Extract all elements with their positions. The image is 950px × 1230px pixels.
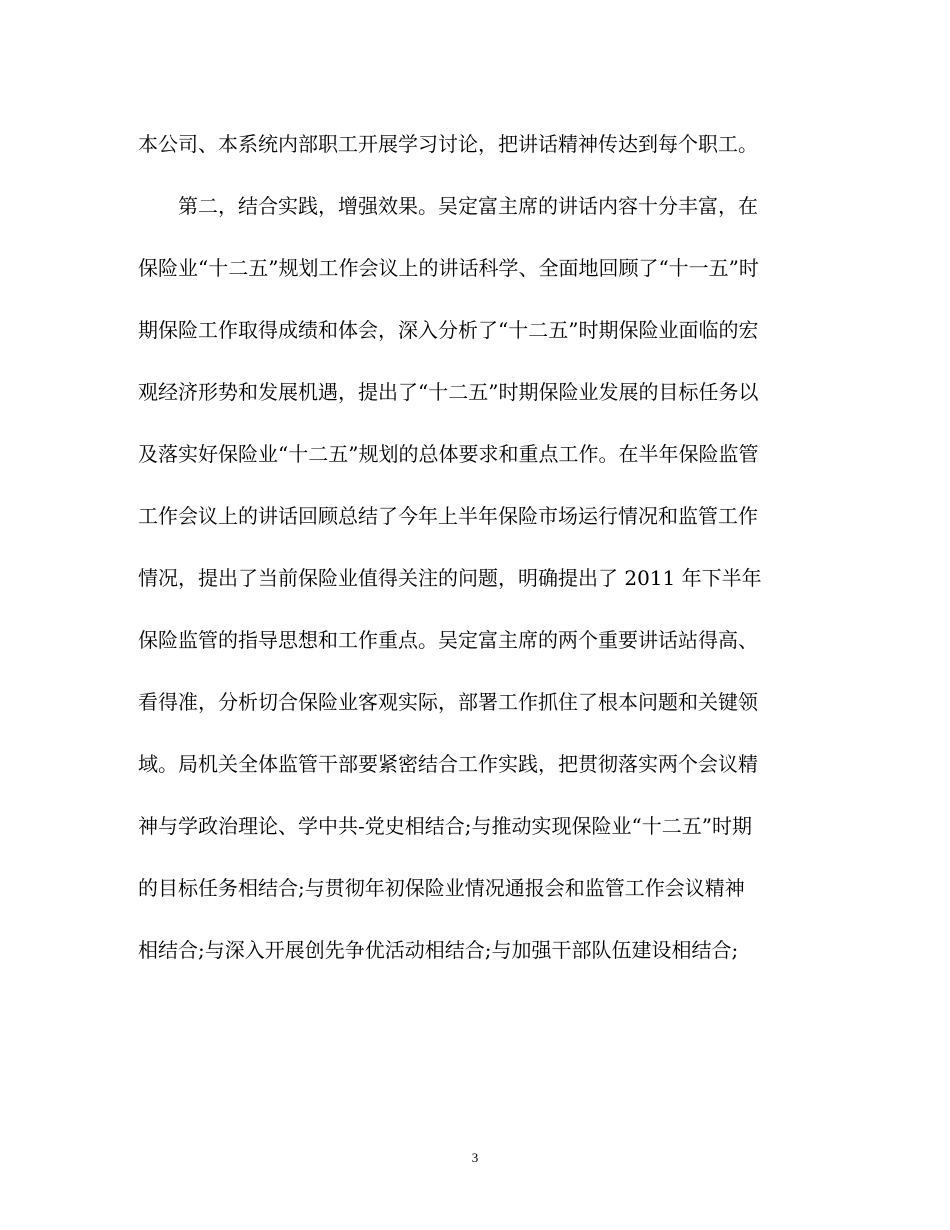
text-line: 第二，结合实践，增强效果。吴定富主席的讲话内容十分丰富，在 bbox=[178, 194, 758, 218]
body-text bbox=[138, 122, 818, 990]
text-line: 保险监管的指导思想和工作重点。吴定富主席的两个重要讲话站得高、 bbox=[138, 628, 758, 652]
page-number: 3 bbox=[471, 1150, 479, 1165]
text-line: 相结合;与深入开展创先争优活动相结合;与加强干部队伍建设相结合; bbox=[138, 938, 739, 962]
text-line: 情况，提出了当前保险业值得关注的问题，明确提出了 2011 年下半年 bbox=[138, 566, 762, 590]
text-line: 神与学政治理论、学中共-党史相结合;与推动实现保险业“十二五”时期 bbox=[138, 814, 752, 838]
text-line: 工作会议上的讲话回顾总结了今年上半年保险市场运行情况和监管工作 bbox=[138, 504, 758, 528]
text-line: 域。局机关全体监管干部要紧密结合工作实践，把贯彻落实两个会议精 bbox=[138, 752, 758, 776]
text-line: 本公司、本系统内部职工开展学习讨论，把讲话精神传达到每个职工。 bbox=[138, 132, 758, 156]
text-line: 期保险工作取得成绩和体会，深入分析了“十二五”时期保险业面临的宏 bbox=[138, 318, 759, 342]
text-line: 看得准，分析切合保险业客观实际，部署工作抓住了根本问题和关键领 bbox=[138, 690, 758, 714]
text-line: 及落实好保险业“十二五”规划的总体要求和重点工作。在半年保险监管 bbox=[138, 442, 759, 466]
text-line: 观经济形势和发展机遇，提出了“十二五”时期保险业发展的目标任务以 bbox=[138, 380, 759, 404]
text-line: 的目标任务相结合;与贯彻年初保险业情况通报会和监管工作会议精神 bbox=[138, 876, 745, 900]
text-line: 保险业“十二五”规划工作会议上的讲话科学、全面地回顾了“十一五”时 bbox=[138, 256, 759, 280]
